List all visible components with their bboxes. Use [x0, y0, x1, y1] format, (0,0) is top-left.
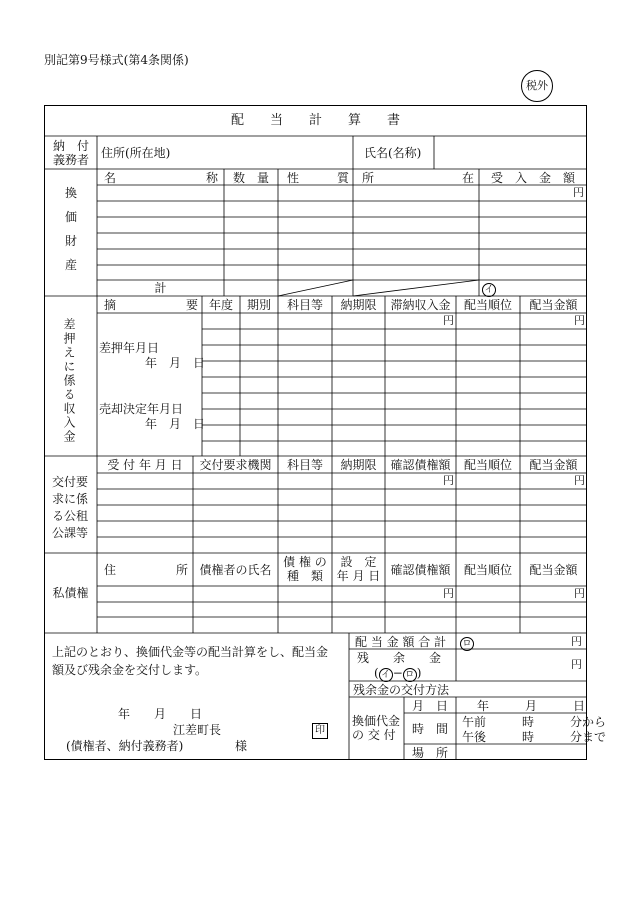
time-to: 午後 時 分まで [462, 730, 607, 744]
col-dividend-rank: 配当順位 [463, 458, 512, 472]
delivery-date: 年 月 日 [477, 699, 586, 713]
remainder-label: 残 余 金 [357, 651, 442, 665]
col-period: 期別 [246, 298, 271, 312]
yen-unit: 円 [574, 587, 585, 600]
col-delinquent-income: 滞納収入金 [390, 298, 451, 312]
col-summary-b: 要 [186, 298, 199, 312]
col-requesting-agency: 交付要求機関 [199, 458, 272, 472]
col-summary-a: 摘 [104, 298, 117, 312]
yen-unit: 円 [574, 474, 585, 487]
sale-date-label: 売却決定年月日 [99, 402, 184, 416]
col-confirmed-claim: 確認債権額 [390, 563, 451, 577]
tax-exempt-seal: 税外 [521, 70, 553, 102]
col-fiscal-year: 年度 [208, 298, 233, 312]
col-item: 科目等 [286, 298, 323, 312]
col-address-b: 所 [176, 563, 189, 577]
yen-unit: 円 [443, 587, 454, 600]
col-received-amount: 受 入 金 額 [490, 171, 575, 185]
name-field[interactable] [436, 139, 584, 166]
yen-unit: 円 [443, 314, 454, 327]
sale-date-ymd: 年 月 日 [145, 417, 206, 431]
time-from: 午前 時 分から [462, 715, 607, 729]
col-location-b: 在 [462, 171, 475, 185]
address-label: 住所(所在地) [101, 146, 171, 160]
public-dues-label: 交付要 求に係 る公租 公課等 [52, 475, 89, 540]
property-total-label: 計 [154, 281, 167, 295]
address-field[interactable] [176, 139, 352, 166]
form-number: 別記第9号様式(第4条関係) [44, 53, 189, 67]
remainder-method-label: 残余金の交付方法 [353, 683, 450, 697]
col-nature-a: 性 [287, 171, 300, 185]
col-address-a: 住 [104, 563, 117, 577]
col-dividend-rank: 配当順位 [463, 298, 512, 312]
yen-unit: 円 [571, 635, 582, 648]
property-label: 換 価 財 産 [64, 186, 77, 272]
col-dividend-amount: 配当金額 [529, 298, 578, 312]
col-nature-b: 質 [337, 171, 350, 185]
time-label: 時 間 [411, 722, 448, 736]
col-claim-type: 債 権 の 種 類 [283, 555, 327, 583]
total-dividend-label: 配 当 金 額 合 計 [355, 635, 447, 649]
col-creditor-name: 債権者の氏名 [199, 563, 272, 577]
col-location-a: 所 [362, 171, 375, 185]
col-dividend-amount: 配当金額 [529, 563, 578, 577]
recipient-label: (債権者、納付義務者) [66, 739, 184, 753]
yen-unit: 円 [574, 314, 585, 327]
col-name-a: 名 [104, 171, 117, 185]
place-label: 場 所 [411, 746, 448, 760]
col-name-b: 称 [206, 171, 219, 185]
name-label: 氏名(名称) [364, 146, 422, 160]
signing-date: 年 月 日 [118, 707, 203, 721]
col-due-date: 納期限 [340, 298, 377, 312]
col-establishment-date: 設 定 年 月 日 [336, 555, 381, 583]
payer-label: 納 付 義務者 [52, 139, 89, 167]
seizure-date-ymd: 年 月 日 [145, 356, 206, 370]
form-title: 配 当 計 算 書 [230, 113, 400, 128]
mark-ro: ロ [460, 635, 474, 651]
honorific: 様 [235, 739, 248, 753]
col-quantity: 数 量 [232, 171, 269, 185]
official-seal: 印 [312, 722, 328, 739]
delivery-statement: 上記のとおり、換価代金等の配当計算をし、配当金 額及び残余金を交付します。 [52, 645, 329, 677]
month-day-label: 月 日 [411, 699, 448, 713]
col-item: 科目等 [286, 458, 323, 472]
seized-income-label: 差押えに係る収入金 [62, 318, 76, 444]
col-receipt-date: 受 付 年 月 日 [107, 458, 183, 472]
col-dividend-amount: 配当金額 [529, 458, 578, 472]
col-confirmed-claim: 確認債権額 [390, 458, 451, 472]
private-claims-label: 私債権 [52, 586, 89, 600]
yen-unit: 円 [571, 658, 582, 671]
col-dividend-rank: 配当順位 [463, 563, 512, 577]
yen-unit: 円 [573, 186, 584, 199]
mayor-title: 江差町長 [173, 723, 222, 737]
seizure-date-label: 差押年月日 [99, 341, 160, 355]
mark-i: イ [482, 281, 496, 297]
delivery-label: 換価代金 の 交 付 [352, 714, 401, 742]
col-due-date: 納期限 [340, 458, 377, 472]
remainder-formula: ( イ − ロ ) [374, 666, 422, 680]
yen-unit: 円 [443, 474, 454, 487]
